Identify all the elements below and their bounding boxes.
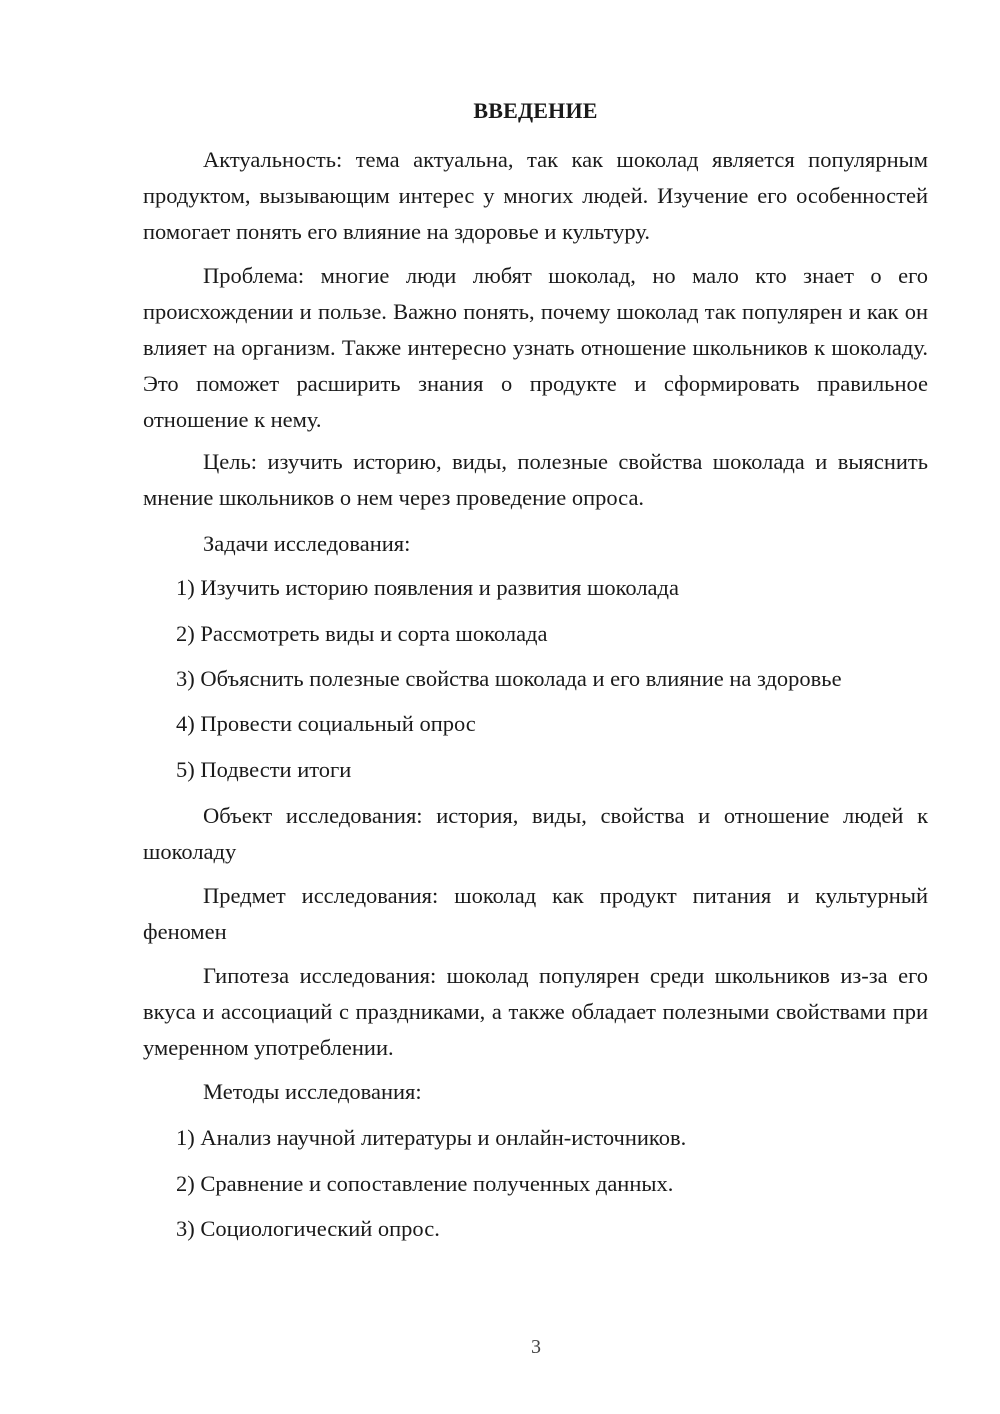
paragraph-object: Объект исследования: история, виды, свойства и отношение людей к шоколаду [143,803,928,864]
task-item-1: 1) Изучить историю появления и развития шоколада [176,575,679,600]
section-title: ВВЕДЕНИЕ [473,98,598,123]
page-number: 3 [531,1336,541,1358]
method-item-1: 1) Анализ научной литературы и онлайн-источников. [176,1125,687,1150]
method-item-3: 3) Социологический опрос. [176,1216,440,1241]
paragraph-problem: Проблема: многие люди любят шоколад, но мало кто знает о его происхождении и пользе. Важно понять, почему шоколад так популярен и как он влияет на организм. Также интересно узнать отношение школьников к шоколаду. Это поможет расширить знания о продукте и сформировать правильное отношение к нему. [143,263,928,432]
methods-heading: Методы исследования: [203,1079,422,1104]
task-item-5: 5) Подвести итоги [176,757,352,782]
paragraph-hypothesis: Гипотеза исследования: шоколад популярен среди школьников из-за его вкуса и ассоциаций с праздниками, а также обладает полезными свойствами при умеренном употреблении. [143,963,928,1060]
method-item-2: 2) Сравнение и сопоставление полученных данных. [176,1171,674,1196]
paragraph-goal: Цель: изучить историю, виды, полезные свойства шоколада и выяснить мнение школьников о нем через проведение опроса. [143,449,928,510]
task-item-4: 4) Провести социальный опрос [176,711,476,736]
tasks-heading: Задачи исследования: [203,531,411,556]
task-item-2: 2) Рассмотреть виды и сорта шоколада [176,621,548,646]
paragraph-relevance: Актуальность: тема актуальна, так как шоколад является популярным продуктом, вызывающим интерес у многих людей. Изучение его особенностей помогает понять его влияние на здоровье и культуру. [143,147,928,244]
paragraph-subject: Предмет исследования: шоколад как продукт питания и культурный феномен [143,883,928,944]
task-item-3: 3) Объяснить полезные свойства шоколада и его влияние на здоровье [176,666,842,691]
